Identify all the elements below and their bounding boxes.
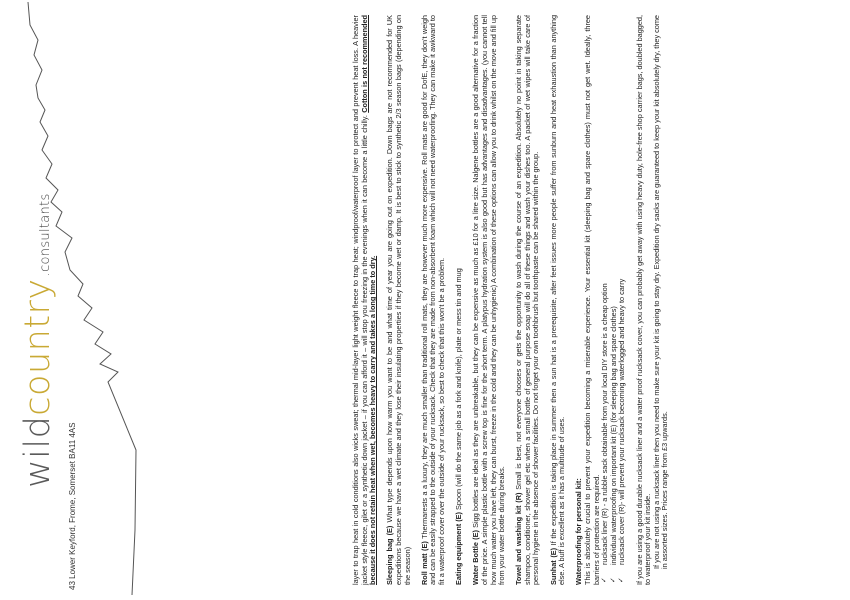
intro-text: layer to trap heat in cold conditions also wicks sweat; thermal mid-layer light weight fleece to trap heat; windproof/waterproof layer to protect and prevent heat loss. A heavier jacket style fleece, gilet or a synthetic down jacket – if you can afford it – will stop you freezing in the evenings when it can become a little chilly. (351, 15, 369, 585)
letterhead (0, 0, 350, 600)
bullet-individual-waterproofing: ✓ individual waterproofing on important kit (E) (for sleeping bag and spare clothes) (610, 15, 619, 585)
logo-wordmark (18, 193, 58, 488)
sleeping-bag-label: Sleeping bag (E) (385, 525, 395, 585)
eating-equipment-label: Eating equipment (E) (454, 512, 464, 585)
roll-matt-text: Thermarests a a luxury, they are much smaller than traditional roll mats, they are however much more expensive. Roll mats are good for DofE, they don't weigh and can be easily strapped to the outside of your rucksack. Check that they are made from non-absorbent foam which will not need waterproofing. They can make it awkward to fit a waterproof cover over the outside of your rucksack, so best to check that this won't be a problem. (419, 15, 446, 585)
closing-text: If you are using a good durable rucksack liner and a water proof rucksack cover, you can probably get away with using heavy duty, hole-free shop carrier bags, doubled bagged, to waterproof your kit inside. (634, 15, 653, 585)
logo-wild-text: wild (18, 415, 58, 488)
roll-matt-label: Roll matt (E) (419, 541, 429, 585)
dry-sacks-text: If you are not using a rucksack liner then you need to make sure your kit is going to stay dry. Expedition dry sacks are guaranteed to keep your kit absolutely dry, they come in assorted sizes. Prices range from £3 upwards. (651, 15, 670, 569)
sunhat-text: If the expedition is taking place in summer then a sun hat is a prerequisite, after feet issues more people suffer from sunburn and heat exhaustion than anything else. A buff is excellent as it has a multitude of uses. (548, 14, 567, 585)
eating-equipment-text: Spoon (will do the same job as a fork and knife), plate or mess tin and mug (454, 268, 464, 513)
towel-label: Towel and washing kit (R) (514, 492, 524, 585)
company-address: 43 Lower Keyford, Frome, Somerset BA11 4AS (68, 422, 77, 590)
waterproofing-section (575, 15, 627, 585)
cotton-warning: Cotton is not recommended because it does not retain heat when wet, becomes heavy to carry and takes a long time to dry. (359, 14, 378, 585)
eating-equipment-paragraph (455, 15, 464, 585)
logo-consultants-text: .consultants (38, 193, 53, 277)
towel-text: Small is best, not everyone chooses or gets the opportunity to wash during the course of an expedition. Absolutely no point in taking separate shampoo, conditioner, shower gel etc when a small bottle of general purpose soap will do all of these things and wash your dishes too. A packet of wet wipes will take care of personal hygiene in the absence of shower facilities. Do not forget your own toothbrush but toothpaste can be shared within the group. (514, 15, 541, 585)
waterproofing-heading: Waterproofing for personal kit: (574, 478, 584, 585)
sleeping-bag-text: What type depends upon how warm you want to be and what time of year you are going out on expedition. Down bags are not recommended for UK expeditions because we have a wet climate and they lose their insulating properties if they become wet or damp. It is best to stick to synthetic 2/3 season bags (depending on the season) (385, 15, 412, 585)
water-bottle-label: Water Bottle (E) (471, 530, 481, 585)
bullet-rucksack-liner: ✓ rucksack liner (R) - a rubble sack obtainable from your local DIY store is a cheap option (601, 15, 610, 585)
towel-paragraph (515, 15, 541, 585)
sleeping-bag-paragraph (386, 15, 412, 585)
waterproofing-text: This is absolutely crucial to prevent your expedition becoming a miserable experience. Your essential kit (sleeping bag and spare clothes) must not get wet. Ideally, three barriers of protection are required. (583, 15, 601, 585)
water-bottle-paragraph (472, 15, 506, 585)
roll-matt-paragraph (421, 15, 447, 585)
closing-paragraph (636, 15, 670, 585)
bullet-rucksack-cover: ✓ rucksack cover (R)- will prevent your rucksack becoming waterlogged and heavy to carry (618, 15, 627, 585)
body-text (352, 15, 670, 585)
intro-paragraph (352, 15, 378, 585)
sunhat-label: Sunhat (E) (548, 547, 558, 585)
sunhat-paragraph (550, 15, 567, 585)
logo-country-text: country (18, 278, 58, 416)
water-bottle-text: Sigg bottles are ideal as they are unbreakable, but they can be expensive as much as £10 for a litre size. Nalgene bottles are a good alternative for a fraction of the price. A simple plastic bottle with a screw top is fine for the short term. A platypus hydration system is also good but has advantages and disadvantages. (you cannot tell how much water you have left, they can burst, freeze in the cold and they can be unhygienic) A combination of these options can allow you to drink whilst on the move and fill up from your water bottle during breaks. (471, 15, 507, 585)
